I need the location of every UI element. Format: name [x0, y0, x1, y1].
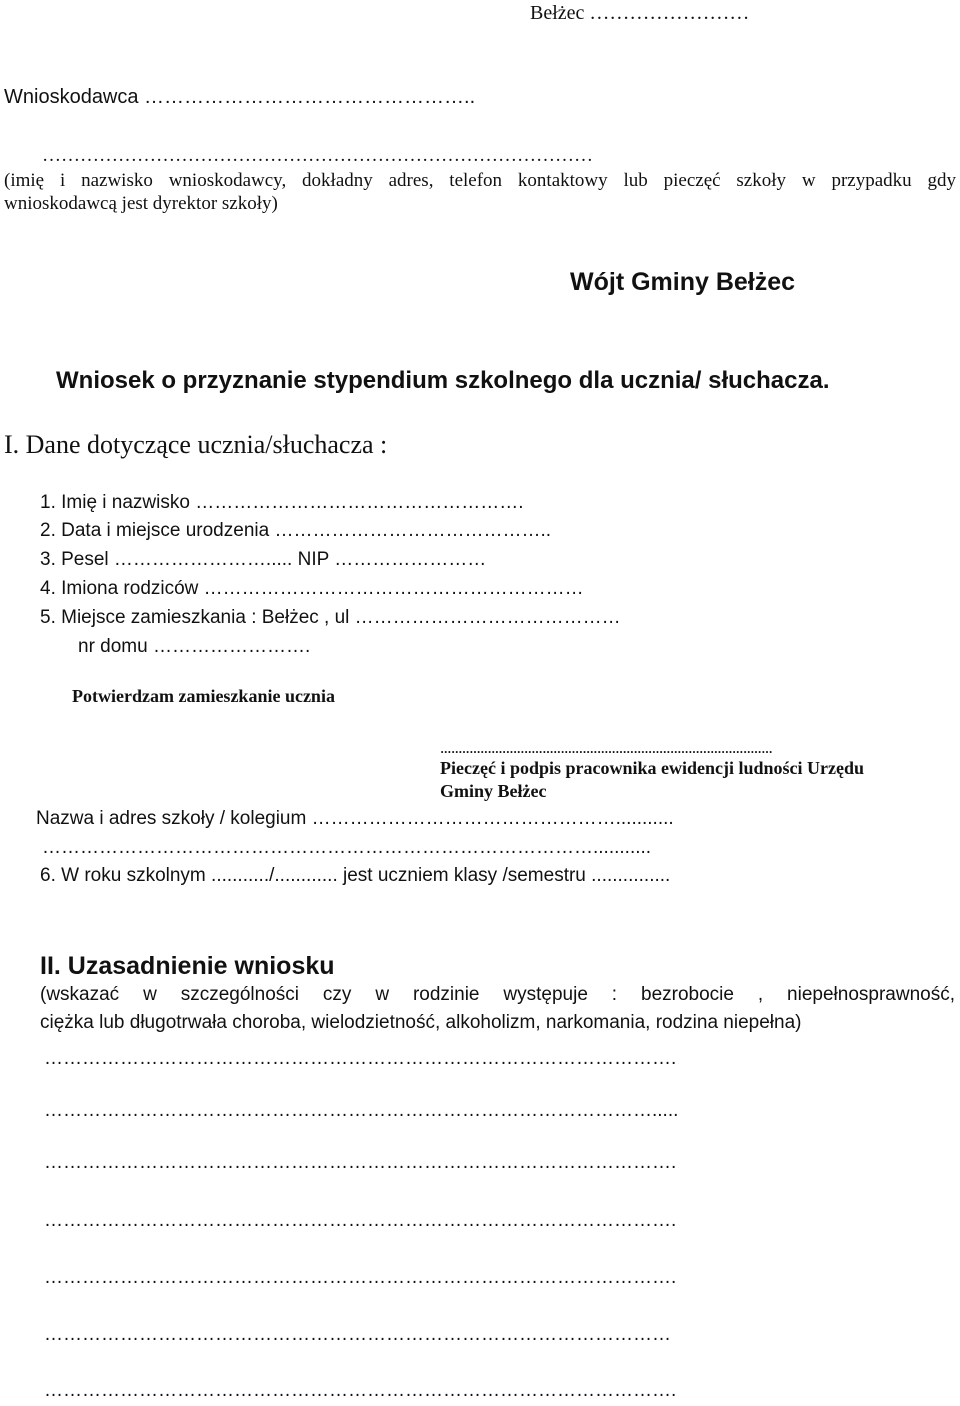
section-2-note-line-1: (wskazać w szczególności czy w rodzinie występuje : bezrobocie , niepełnosprawność, — [40, 984, 955, 1005]
justification-blank-line-1: ………………………………………………………………………………………. — [44, 1048, 677, 1069]
field-parents: 4. Imiona rodziców …………………………………………………… — [40, 578, 584, 599]
justification-blank-line-7: ………………………………………………………………………………………. — [44, 1380, 677, 1401]
applicant-note-line-1: (imię i nazwisko wnioskodawcy, dokładny adres, telefon kontaktowy lub pieczęć szkoły w przypadku gdy — [4, 170, 956, 191]
justification-blank-line-6: ……………………………………………………………………………………… — [44, 1324, 671, 1345]
justification-blank-line-2: ……………………………………………………………………………………..... — [44, 1100, 679, 1121]
section-1-heading: I. Dane dotyczące ucznia/słuchacza : — [4, 430, 388, 459]
justification-blank-line-3: ………………………………………………………………………………………. — [44, 1152, 677, 1173]
field-birth: 2. Data i miejsce urodzenia …………………………………….. — [40, 520, 552, 541]
applicant-dots-line: …………………………………………………………………………… — [42, 145, 593, 166]
justification-blank-line-5: ………………………………………………………………………………………. — [44, 1267, 677, 1288]
school-year-class-line: 6. W roku szkolnym .........../............ jest uczniem klasy /semestru ............... — [40, 865, 671, 886]
addressee: Wójt Gminy Bełżec — [570, 268, 796, 296]
field-name: 1. Imię i nazwisko ……………………………………………. — [40, 492, 524, 513]
section-2-heading: II. Uzasadnienie wniosku — [40, 952, 335, 980]
stamp-caption-line-2: Gminy Bełżec — [440, 781, 547, 801]
place-date-line: Bełżec …………………… — [530, 2, 750, 24]
field-address: 5. Miejsce zamieszkania : Bełżec , ul …………………………………… — [40, 607, 621, 628]
section-2-note-line-2: ciężka lub długotrwała choroba, wielodzietność, alkoholizm, narkomania, rodzina niepełna) — [40, 1012, 802, 1033]
applicant-label-line: Wnioskodawca ………………………………………….. — [4, 86, 476, 108]
field-house-number: nr domu ……………………. — [78, 636, 311, 657]
school-name-line-1: Nazwa i adres szkoły / kolegium …………………………………………........... — [36, 808, 674, 829]
stamp-signature-dots: ........................................................................................... — [440, 738, 773, 757]
justification-blank-line-4: ………………………………………………………………………………………. — [44, 1210, 677, 1231]
applicant-note-line-2: wnioskodawcą jest dyrektor szkoły) — [4, 193, 278, 214]
residence-confirmation-label: Potwierdzam zamieszkanie ucznia — [72, 686, 335, 706]
document-title: Wniosek o przyznanie stypendium szkolnego dla ucznia/ słuchacza. — [56, 367, 830, 394]
school-name-line-2: ……………………………………………………………………………........... — [42, 837, 652, 858]
stamp-caption-line-1: Pieczęć i podpis pracownika ewidencji ludności Urzędu — [440, 758, 864, 778]
field-pesel-nip: 3. Pesel ……………………..... NIP …………………… — [40, 549, 487, 570]
